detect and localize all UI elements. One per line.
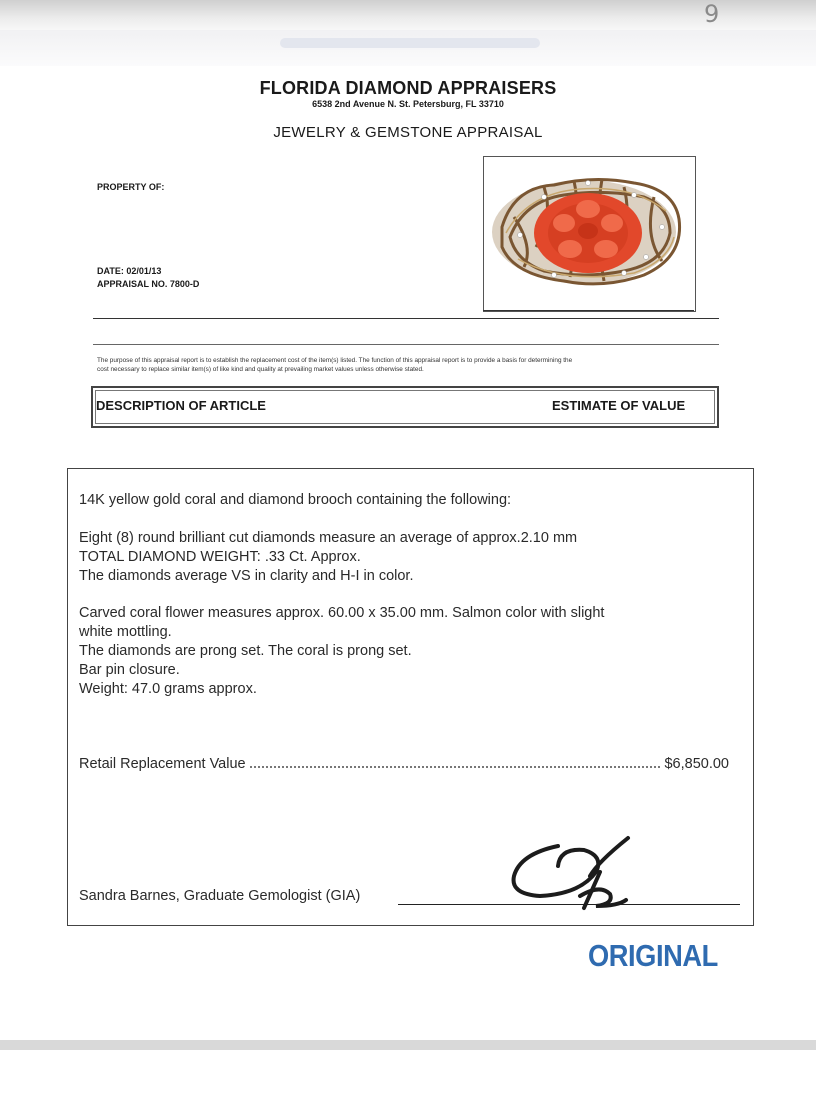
dot-leader [250, 766, 661, 768]
date-line: DATE: 02/01/13 [97, 266, 162, 276]
appraisal-number-line: APPRAISAL NO. 7800-D [97, 279, 200, 289]
faded-header-text [280, 38, 540, 48]
retail-replacement-row [79, 756, 729, 772]
coral-line-2: white mottling. [79, 624, 172, 640]
item-intro: 14K yellow gold coral and diamond brooch containing the following: [79, 492, 512, 508]
scan-top-shadow [0, 0, 816, 30]
company-name: FLORIDA DIAMOND APPRAISERS [259, 78, 557, 98]
coral-line-3: The diamonds are prong set. The coral is prong set. [79, 643, 412, 659]
document-title: JEWELRY & GEMSTONE APPRAISAL [273, 124, 543, 141]
coral-line-1: Carved coral flower measures approx. 60.00 x 35.00 mm. Salmon color with slight [79, 605, 605, 621]
description-of-article-label: DESCRIPTION OF ARTICLE [96, 398, 266, 413]
purpose-statement [97, 357, 717, 374]
header-rule-2 [93, 318, 719, 319]
coral-line-4: Bar pin closure. [79, 662, 180, 678]
handwritten-page-number: 9 [704, 0, 720, 28]
original-stamp: ORIGINAL [588, 938, 718, 973]
coral-line-5: Weight: 47.0 grams approx. [79, 681, 257, 697]
brooch-photo [483, 156, 696, 312]
appraiser-signature-label: Sandra Barnes, Graduate Gemologist (GIA) [79, 888, 361, 904]
retail-value-label: Retail Replacement Value [79, 756, 246, 772]
scan-band [0, 30, 816, 66]
purpose-line-1: The purpose of this appraisal report is to establish the replacement cost of the item(s) listed. The function of this appraisal report is to provide a basis for determining the [97, 357, 573, 364]
property-of-label: PROPERTY OF: [97, 182, 165, 192]
diamond-line-2: TOTAL DIAMOND WEIGHT: .33 Ct. Approx. [79, 549, 361, 565]
diamond-line-1: Eight (8) round brilliant cut diamonds measure an average of approx.2.10 mm [79, 530, 578, 546]
company-address: 6538 2nd Avenue N. St. Petersburg, FL 33710 [312, 99, 504, 109]
purpose-line-2: cost necessary to replace similar item(s) of like kind and quality at prevailing market values unless otherwise stated. [97, 365, 424, 373]
handwritten-signature [500, 832, 640, 914]
brooch-photo-image [484, 157, 695, 311]
diamond-line-3: The diamonds average VS in clarity and H-I in color. [79, 568, 414, 584]
scan-bottom-edge [0, 1040, 816, 1050]
header-rule-1 [483, 310, 694, 311]
retail-value-amount: $6,850.00 [664, 756, 729, 772]
header-rule-3 [93, 344, 719, 345]
estimate-of-value-label: ESTIMATE OF VALUE [552, 398, 686, 413]
